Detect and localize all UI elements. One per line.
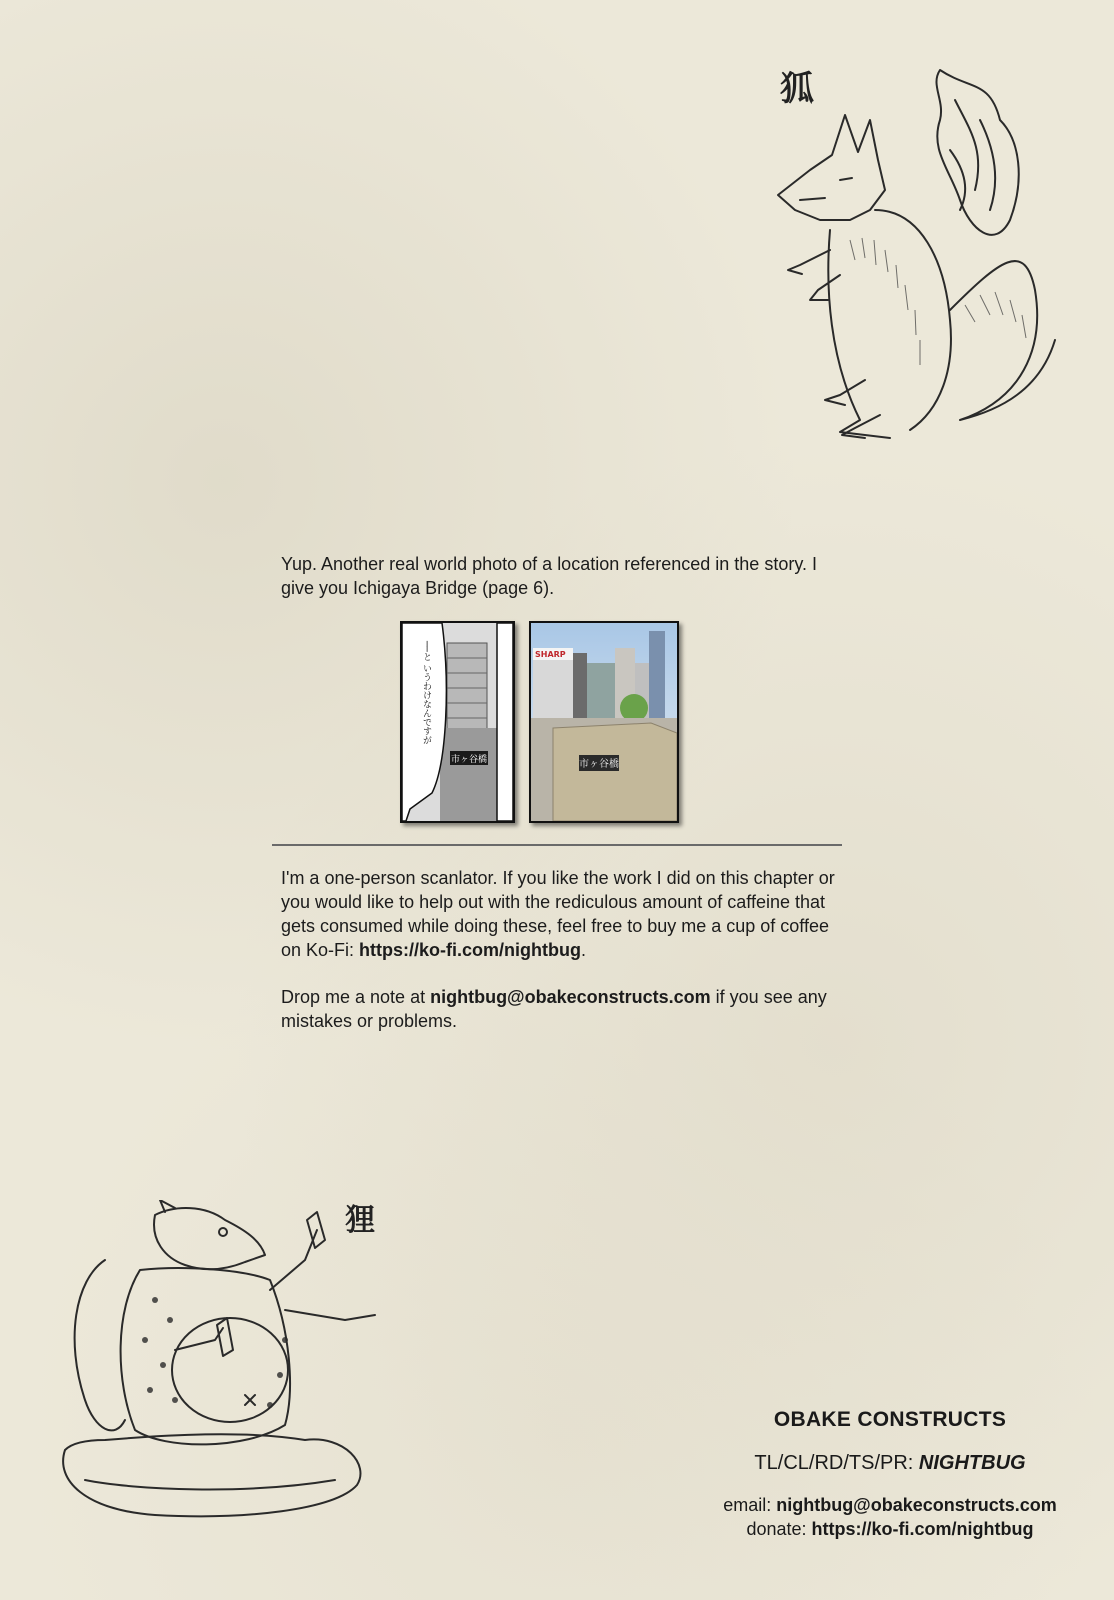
contact-paragraph xyxy=(281,985,841,1033)
section-divider xyxy=(272,844,842,846)
tanuki-kanji: 狸 xyxy=(345,1203,375,1238)
manga-panel-image xyxy=(400,621,515,823)
credits-block xyxy=(700,1408,1080,1541)
manga-bubble-text: ──と いうわけなんですが xyxy=(421,641,431,745)
intro-paragraph: Yup. Another real world photo of a location referenced in the story. I give you Ichigaya Bridge (page 6). xyxy=(281,554,817,598)
kofi-link[interactable]: https://ko-fi.com/nightbug xyxy=(359,940,581,960)
manga-sign-text: 市ヶ谷橋 xyxy=(450,755,488,765)
credits-email-line xyxy=(700,1493,1080,1517)
donate-label: donate: xyxy=(746,1519,812,1539)
donate-end: . xyxy=(581,940,587,960)
roles-label: TL/CL/RD/TS/PR: xyxy=(754,1452,919,1474)
bridge-photo-image xyxy=(529,621,679,823)
group-name: OBAKE CONSTRUCTS xyxy=(773,1408,1007,1431)
donate-paragraph xyxy=(281,866,841,962)
fox-kanji: 狐 xyxy=(780,69,814,109)
tanuki-illustration xyxy=(45,1200,390,1550)
credits-donate-line xyxy=(700,1517,1080,1541)
contact-email-link[interactable]: nightbug@obakeconstructs.com xyxy=(430,987,711,1007)
contact-prefix: Drop me a note at xyxy=(281,987,431,1007)
photo-sign-text: 市ヶ谷橋 xyxy=(579,759,619,770)
roles-name: NIGHTBUG xyxy=(918,1452,1026,1474)
contact-suffix: if you see any mistakes or problems. xyxy=(281,987,827,1031)
credits-email-link[interactable]: nightbug@obakeconstructs.com xyxy=(776,1495,1057,1515)
fox-illustration xyxy=(770,60,1070,460)
manga-panel-art xyxy=(402,623,513,821)
credits-donate-link[interactable]: https://ko-fi.com/nightbug xyxy=(811,1519,1034,1539)
bridge-photo-art xyxy=(531,623,677,821)
email-label: email: xyxy=(723,1495,777,1515)
roles-line xyxy=(700,1452,1080,1475)
donate-text: I'm a one-person scanlator. If you like the work I did on this chapter or you would like to help out with the rediculous amount of caffeine that gets consumed while doing these, feel free to buy me a cup of coffee on Ko-Fi: xyxy=(281,868,835,960)
photo-billboard-text: SHARP xyxy=(535,650,566,659)
